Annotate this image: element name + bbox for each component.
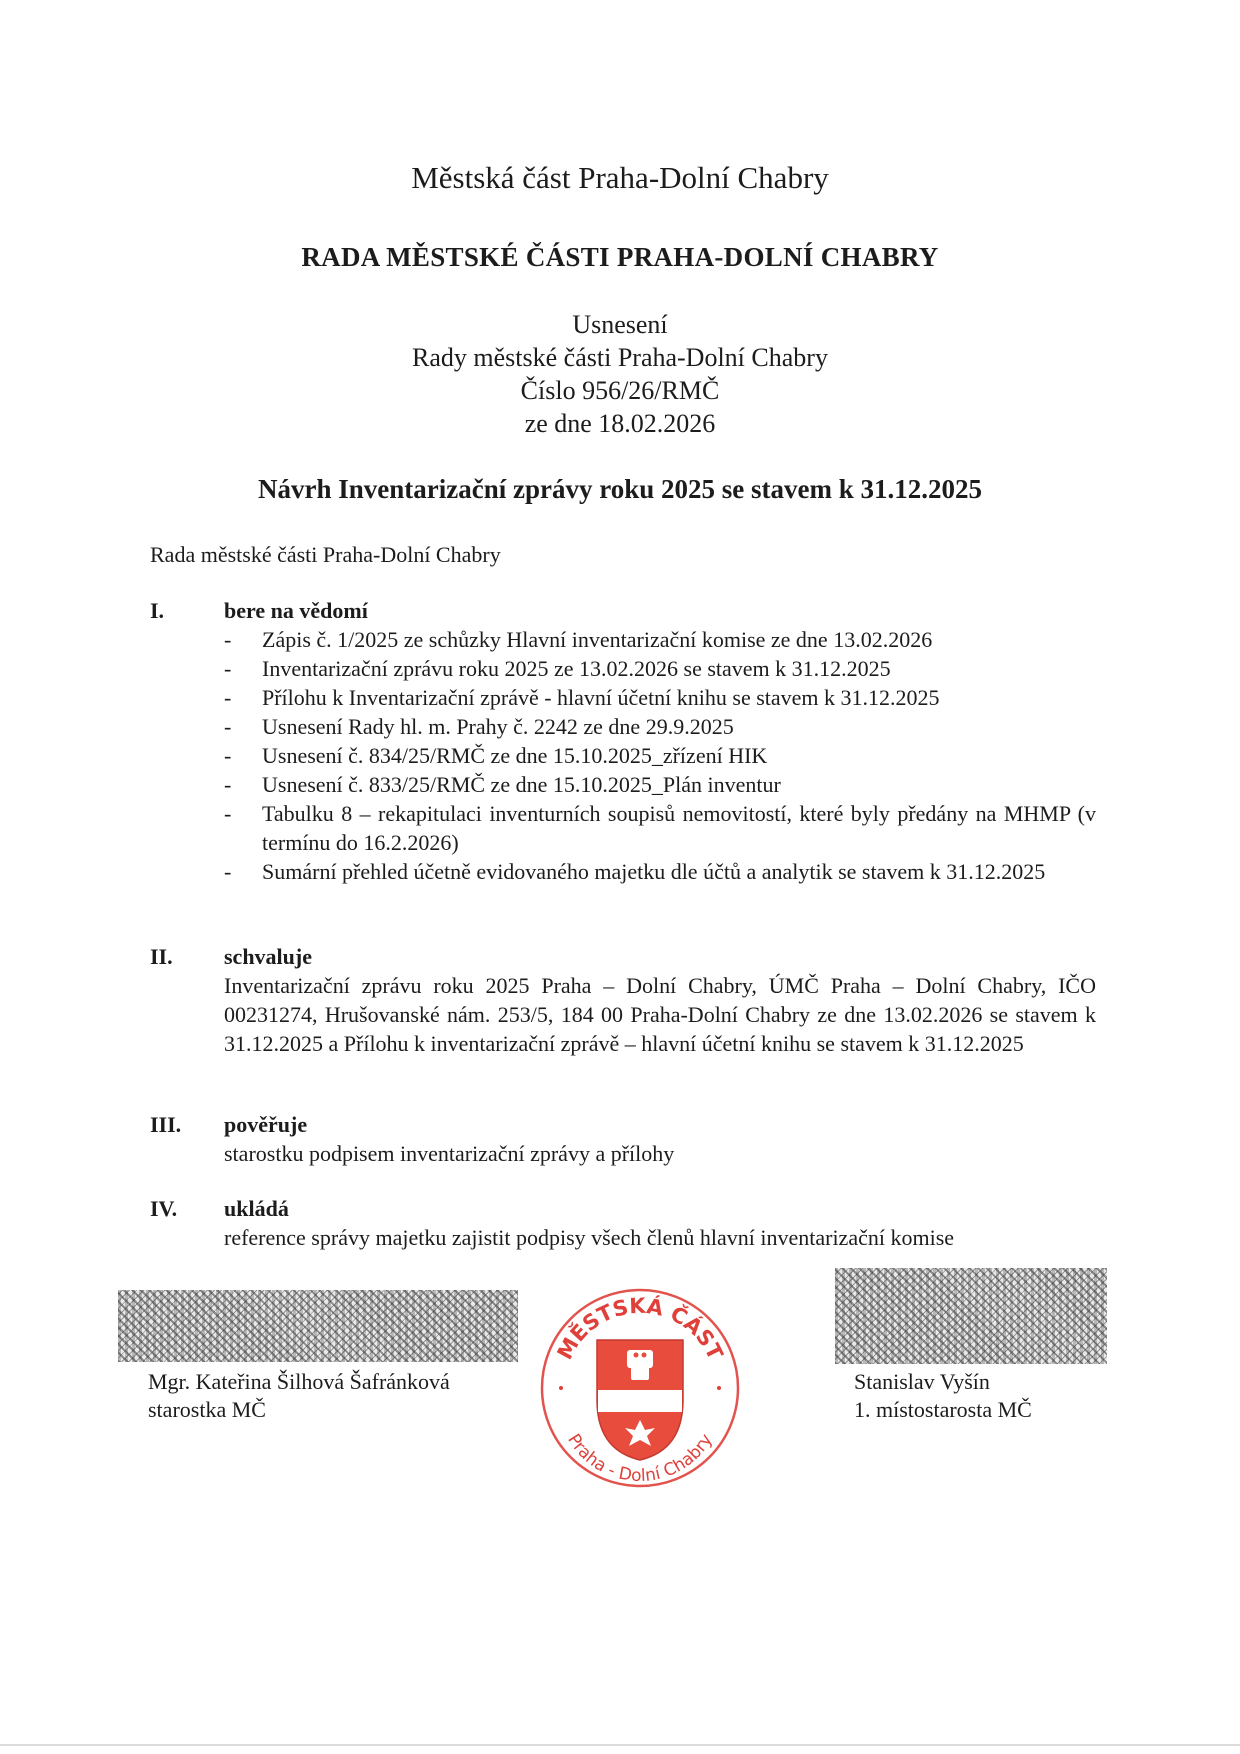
section-text: starostku podpisem inventarizační zprávy a přílohy: [224, 1141, 675, 1166]
signatory-role: 1. místostarosta MČ: [854, 1397, 1032, 1422]
section-1: [150, 596, 1096, 886]
dash-bullet: -: [224, 772, 232, 797]
dash-bullet: -: [224, 656, 232, 681]
stamp-top-text: MĚSTSKÁ ČÁST: [552, 1293, 728, 1364]
dash-bullet: -: [224, 685, 232, 710]
dash-bullet: -: [224, 859, 232, 884]
section-number: I.: [150, 598, 165, 623]
list-item: - Usnesení č. 834/25/RMČ ze dne 15.10.2025_zřízení HIK: [224, 743, 768, 768]
dash-bullet: -: [224, 743, 232, 768]
list-item: - Sumární přehled účetně evidovaného majetku dle účtů a analytik se stavem k 31.12.2025: [224, 859, 1046, 884]
section-2: [150, 942, 1096, 1058]
resolution-header: [0, 308, 1240, 440]
list-item: - Usnesení Rady hl. m. Prahy č. 2242 ze dne 29.9.2025: [224, 714, 734, 739]
resolution-body: Rady městské části Praha-Dolní Chabry: [412, 343, 828, 372]
signatory-name: Mgr. Kateřina Šilhová Šafránková: [148, 1369, 450, 1394]
signatory-role: starostka MČ: [148, 1397, 266, 1422]
section-number: III.: [150, 1112, 182, 1137]
list-item: - Inventarizační zprávu roku 2025 ze 13.02.2026 se stavem k 31.12.2025: [224, 656, 891, 681]
page-bottom-edge: [0, 1744, 1240, 1746]
resolution-subject: Návrh Inventarizační zprávy roku 2025 se stavem k 31.12.2025: [258, 474, 982, 504]
section-title: ukládá: [224, 1196, 289, 1221]
signatory-name: Stanislav Vyšín: [854, 1369, 990, 1394]
section-number: IV.: [150, 1196, 178, 1221]
list-item: - Tabulku 8 – rekapitulaci inventurních soupisů nemovitostí, které byly předány na MHMP (v termínu do 16.2.2026): [224, 801, 1096, 855]
dash-bullet: -: [224, 801, 232, 826]
municipal-stamp: [535, 1278, 745, 1498]
stamp-bottom-text: Praha - Dolní Chabry: [563, 1430, 717, 1487]
stamp-dot: [717, 1386, 721, 1390]
section-number: II.: [150, 944, 173, 969]
municipality-name: Městská část Praha-Dolní Chabry: [411, 160, 829, 195]
signature-redacted-right: [835, 1268, 1107, 1364]
section-title: pověřuje: [224, 1112, 308, 1137]
list-item: - Zápis č. 1/2025 ze schůzky Hlavní inventarizační komise ze dne 13.02.2026: [224, 627, 933, 652]
section-3: [150, 1110, 1096, 1168]
intro-text: Rada městské části Praha-Dolní Chabry: [150, 542, 501, 567]
section-text: reference správy majetku zajistit podpisy všech členů hlavní inventarizační komise: [224, 1225, 955, 1250]
list-item: - Přílohu k Inventarizační zprávě - hlavní účetní knihu se stavem k 31.12.2025: [224, 685, 940, 710]
section-text: Inventarizační zprávu roku 2025 Praha – Dolní Chabry, ÚMČ Praha – Dolní Chabry, IČO 00231274, Hrušovanské nám. 253/5, 184 00 Praha-Dolní Chabry ze dne 13.02.2026 se stavem k 31.12.2025 a Přílohu k inventarizační zprávě – hlavní účetní knihu se stavem k 31.12.2025: [224, 973, 1096, 1056]
signature-right: [854, 1368, 1032, 1424]
signature-left: [148, 1368, 450, 1424]
council-heading: RADA MĚSTSKÉ ČÁSTI PRAHA-DOLNÍ CHABRY: [301, 242, 939, 272]
resolution-label: Usnesení: [572, 310, 668, 339]
list-item: - Usnesení č. 833/25/RMČ ze dne 15.10.2025_Plán inventur: [224, 772, 781, 797]
resolution-date: ze dne 18.02.2026: [524, 409, 716, 438]
coat-of-arms-icon: [597, 1340, 683, 1460]
dash-bullet: -: [224, 627, 232, 652]
section-4: [150, 1194, 1096, 1252]
dash-bullet: -: [224, 714, 232, 739]
acknowledged-list: [224, 625, 1096, 886]
stamp-dot: [559, 1386, 563, 1390]
resolution-number: Číslo 956/26/RMČ: [520, 376, 720, 405]
signature-redacted-left: [118, 1290, 518, 1362]
section-title: schvaluje: [224, 944, 312, 969]
section-title: bere na vědomí: [224, 598, 368, 623]
